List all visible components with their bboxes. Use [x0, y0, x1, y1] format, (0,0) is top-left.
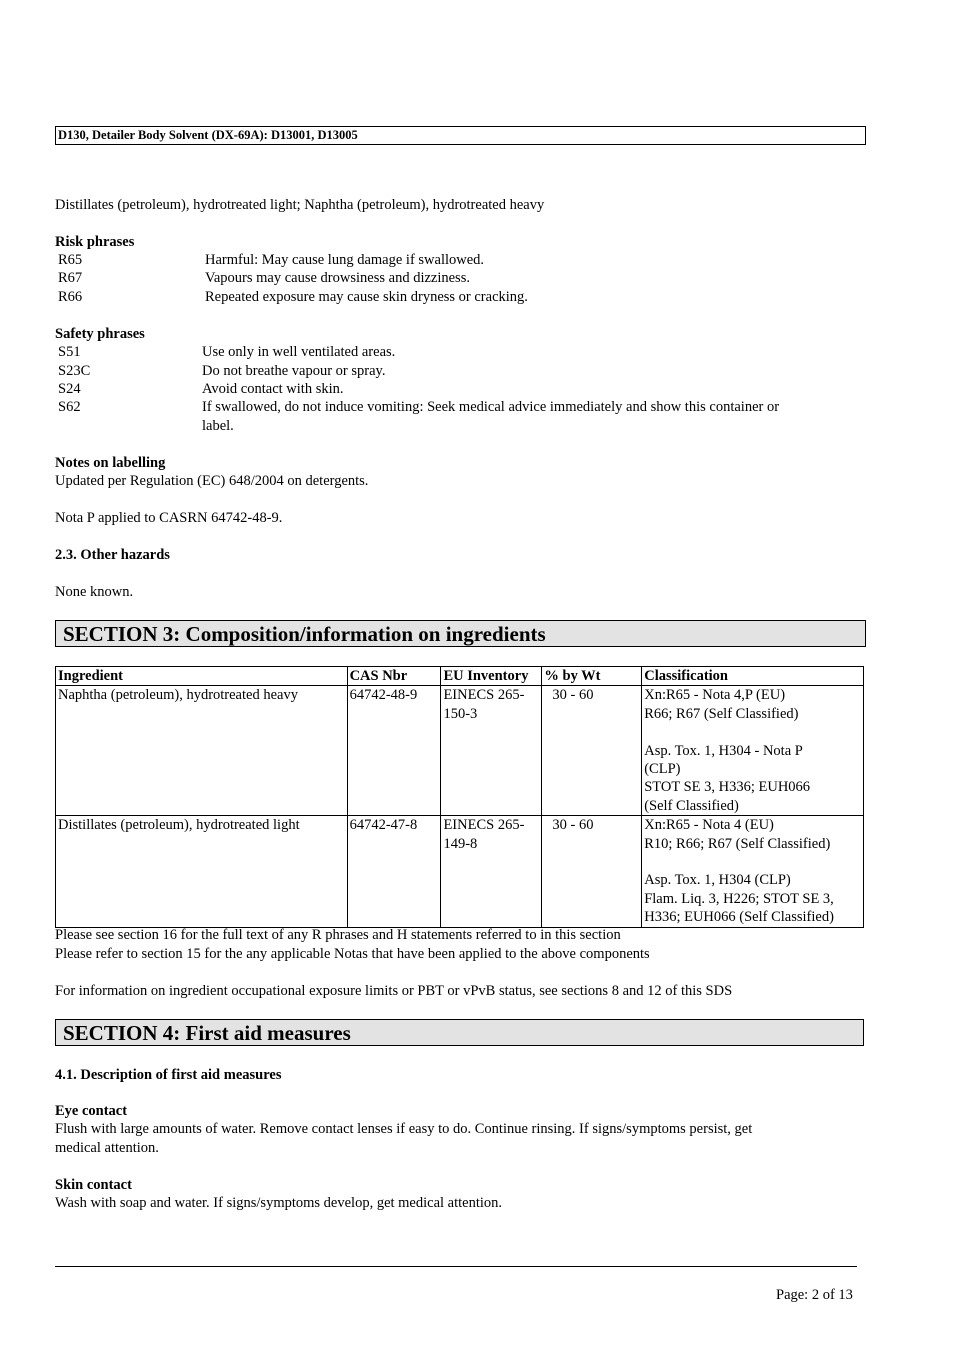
column-header: % by Wt [542, 667, 642, 686]
ingredient-cell: Naphtha (petroleum), hydrotreated heavy [56, 686, 348, 816]
safety-phrases-heading: Safety phrases [55, 326, 145, 342]
section-3-note: Please see section 16 for the full text of any R phrases and H statements referred to in this section [55, 927, 621, 943]
safety-code: S24 [58, 381, 81, 397]
eu-line: EINECS 265- [443, 687, 525, 704]
column-header: EU Inventory [441, 667, 542, 686]
eu-inventory-cell [441, 816, 542, 927]
eu-line: EINECS 265- [443, 817, 525, 834]
cas-cell: 64742-48-9 [347, 686, 441, 816]
safety-text-continued: label. [202, 418, 234, 434]
section-4-title: SECTION 4: First aid measures [55, 1019, 864, 1046]
first-aid-subheading: 4.1. Description of first aid measures [55, 1067, 282, 1083]
page-number: Page: 2 of 13 [776, 1287, 853, 1303]
safety-text: Avoid contact with skin. [202, 381, 344, 397]
eye-contact-text: Flush with large amounts of water. Remove contact lenses if easy to do. Continue rinsing. If signs/symptoms persist, get [55, 1121, 753, 1137]
notes-heading: Notes on labelling [55, 455, 166, 471]
table-row [56, 686, 864, 816]
classification-line: R10; R66; R67 (Self Classified) [644, 835, 831, 852]
skin-contact-heading: Skin contact [55, 1177, 132, 1193]
safety-text: Do not breathe vapour or spray. [202, 363, 386, 379]
other-hazards-heading: 2.3. Other hazards [55, 547, 170, 563]
risk-text: Vapours may cause drowsiness and dizziness. [205, 270, 470, 286]
classification-line: R66; R67 (Self Classified) [644, 705, 799, 722]
section-3-title: SECTION 3: Composition/information on ingredients [55, 620, 866, 647]
classification-cell [642, 816, 864, 927]
eu-inventory-cell [441, 686, 542, 816]
notes-line: Nota P applied to CASRN 64742-48-9. [55, 510, 283, 526]
risk-text: Harmful: May cause lung damage if swallowed. [205, 252, 485, 268]
footer-divider [55, 1266, 857, 1267]
table-header-row [56, 667, 864, 686]
classification-line: STOT SE 3, H336; EUH066 [644, 779, 811, 796]
other-hazards-text: None known. [55, 584, 134, 600]
section-3-note: Please refer to section 15 for the any applicable Notas that have been applied to the above components [55, 946, 650, 962]
classification-line: (Self Classified) [644, 797, 739, 814]
notes-line: Updated per Regulation (EC) 648/2004 on detergents. [55, 473, 369, 489]
classification-line: Xn:R65 - Nota 4,P (EU) [644, 687, 786, 704]
classification-line: Flam. Liq. 3, H226; STOT SE 3, [644, 890, 834, 907]
risk-phrases-heading: Risk phrases [55, 234, 135, 250]
column-header: Classification [642, 667, 864, 686]
intro-text: Distillates (petroleum), hydrotreated light; Naphtha (petroleum), hydrotreated heavy [55, 197, 545, 213]
section-3-note: For information on ingredient occupational exposure limits or PBT or vPvB status, see sections 8 and 12 of this SDS [55, 983, 733, 999]
eu-line: 149-8 [443, 835, 478, 852]
safety-code: S62 [58, 399, 81, 415]
weight-cell: 30 - 60 [542, 816, 642, 927]
weight-cell: 30 - 60 [542, 686, 642, 816]
classification-line: H336; EUH066 (Self Classified) [644, 909, 834, 926]
classification-cell [642, 686, 864, 816]
classification-line: Asp. Tox. 1, H304 (CLP) [644, 872, 791, 889]
classification-line: Asp. Tox. 1, H304 - Nota P [644, 742, 803, 759]
classification-line: Xn:R65 - Nota 4 (EU) [644, 817, 774, 834]
ingredients-table [55, 666, 864, 928]
ingredient-cell: Distillates (petroleum), hydrotreated light [56, 816, 348, 927]
table-row [56, 816, 864, 927]
safety-code: S51 [58, 344, 81, 360]
column-header: Ingredient [56, 667, 348, 686]
risk-code: R66 [58, 289, 83, 305]
eye-contact-heading: Eye contact [55, 1103, 128, 1119]
safety-code: S23C [58, 363, 91, 379]
risk-text: Repeated exposure may cause skin dryness or cracking. [205, 289, 528, 305]
eu-line: 150-3 [443, 705, 478, 722]
safety-text: If swallowed, do not induce vomiting: Seek medical advice immediately and show this container or [202, 399, 780, 415]
risk-code: R67 [58, 270, 83, 286]
risk-code: R65 [58, 252, 83, 268]
safety-text: Use only in well ventilated areas. [202, 344, 396, 360]
cas-cell: 64742-47-8 [347, 816, 441, 927]
column-header: CAS Nbr [347, 667, 441, 686]
classification-line: (CLP) [644, 761, 681, 778]
eye-contact-text: medical attention. [55, 1140, 159, 1156]
document-header: D130, Detailer Body Solvent (DX-69A): D13001, D13005 [55, 126, 866, 145]
skin-contact-text: Wash with soap and water. If signs/symptoms develop, get medical attention. [55, 1195, 503, 1211]
